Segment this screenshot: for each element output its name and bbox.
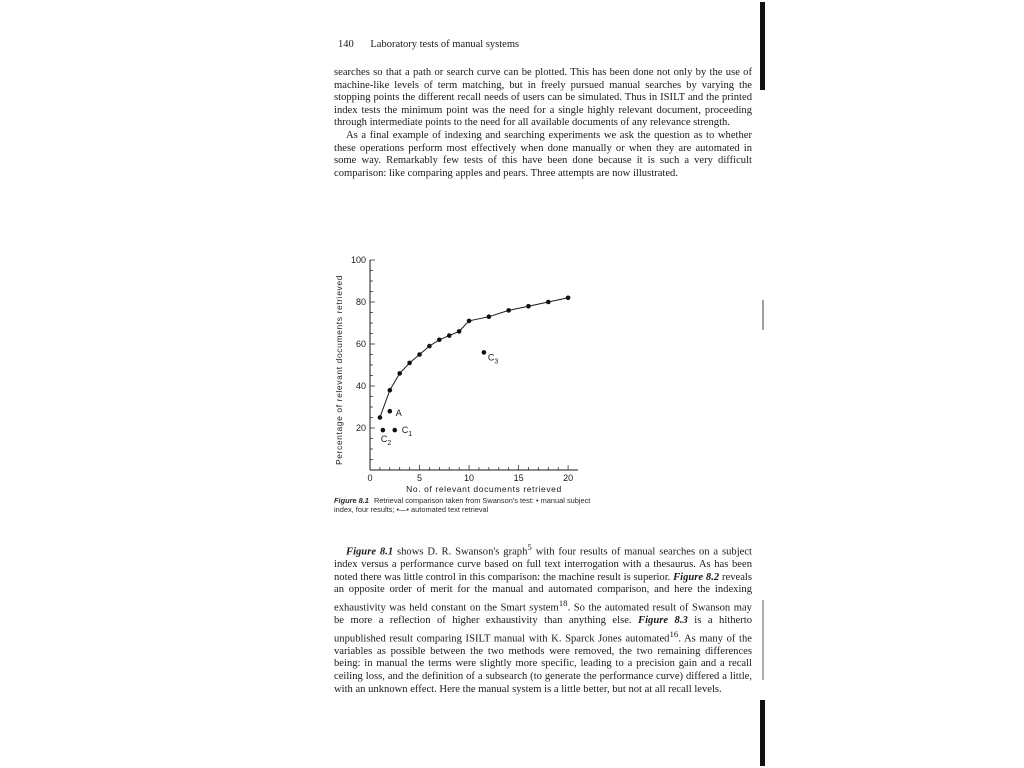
citation-superscript-2: 18 [558,597,568,608]
x-tick-label: 10 [464,473,475,483]
automated-data-point [388,388,393,393]
x-tick-label: 15 [513,473,524,483]
automated-data-point [417,352,422,357]
x-tick-label: 0 [367,473,373,483]
paragraph-1: searches so that a path or search curve can be plotted. This has been done not only by the use of machine-like levels of term matching, but in freely pursued manual searches by varying the stopping points the different recall needs of users can be simulated. Thus in ISILT and the printed index tests the minimum point was the need for a single highly relevant document, proceeding through intermediate points to the need for all available documents of any relevance strength. [334,67,752,129]
y-tick-label: 20 [355,423,366,433]
figure-caption [334,496,604,515]
text-block-bottom [334,541,752,696]
y-tick-label: 80 [355,297,366,307]
text-block-top [334,67,752,180]
y-axis-label: Percentage of relevant documents retrieved [334,274,344,466]
automated-data-point [526,304,531,309]
paragraph-3 [334,541,752,696]
manual-data-point [392,428,397,433]
paragraph-3-part-a: shows D. R. Swanson's graph [393,546,528,558]
paragraph-3-part-c: reveals an opposite order of merit for the manual and automated comparison, and here the indexing exhaustivity was held constant on the Smart system [334,571,752,614]
scan-edge-bar-bottom [760,700,765,766]
figure-8-1 [330,240,600,492]
manual-data-point [388,409,393,414]
running-head [338,38,758,52]
scan-edge-bar-top [760,2,765,90]
automated-data-point [437,338,442,343]
automated-data-point [457,329,462,334]
x-axis-label: No. of relevant documents retrieved [406,484,562,492]
paragraph-3-part-b: with four results of manual searches on a subject index versus a performance curve based on full text interrogation with a thesaurus. As has been noted there was little control in this comparison: the machine result is superior. [334,546,752,583]
y-tick-label: 40 [355,381,366,391]
automated-data-point [397,371,402,376]
paragraph-2: As a final example of indexing and searching experiments we ask the question as to whether these operations perform most effectively when done manually or when they are automated in some way. Remarkably few tests of this have been done because it is such a very difficult comparison: like comparing apples and pears. Three attempts are now illustrated. [334,129,752,179]
manual-data-point [381,428,386,433]
citation-superscript-3: 16 [669,628,679,639]
scatter-chart [330,240,600,492]
scan-edge-mark [762,300,764,330]
figure-reference-2: Figure 8.2 [673,571,720,583]
caption-text: Retrieval comparison taken from Swanson's test: • manual subject index, four results; •—• automated text retrieval [334,496,591,515]
automated-data-point [467,319,472,324]
page-number: 140 [338,39,354,50]
paragraph-3-part-f: . As many of the variables as possible between the two methods were removed, the two remaining differences being: in manual the terms were slightly more specific, leading to a precision gain and a recall ceiling loss, and the definition of a subsearch (to generate the performance curve) differed a little, with an unknown effect. Here the manual system is a little better, but not at all recall levels. [334,633,752,695]
figure-reference-3: Figure 8.3 [638,615,688,627]
automated-data-point [407,361,412,366]
automated-data-point [506,308,511,313]
paragraph-3-part-e: is a hitherto unpublished result comparing ISILT manual with K. Sparck Jones automated [334,615,752,645]
x-tick-label: 5 [417,473,423,483]
automated-series-line [380,298,568,418]
automated-data-point [427,344,432,349]
scan-edge-mark [762,600,764,680]
y-tick-label: 60 [355,339,366,349]
manual-data-point [482,350,487,355]
manual-point-label: A [395,408,402,419]
manual-point-label: $C_2$ [380,434,392,448]
manual-point-label: $C_3$ [487,352,499,366]
manual-point-label: $C_1$ [401,425,413,439]
citation-superscript-1: 5 [527,542,532,552]
caption-label: Figure 8.1 [334,496,369,505]
automated-data-point [487,314,492,319]
automated-data-point [378,415,383,420]
automated-data-point [566,296,571,301]
automated-data-point [447,333,452,338]
automated-data-point [546,300,551,305]
running-title: Laboratory tests of manual systems [370,39,520,50]
y-tick-label: 100 [350,255,366,265]
figure-reference-1: Figure 8.1 [346,546,394,558]
paragraph-3-part-d: . So the automated result of Swanson may be more a reflection of higher exhaustivity than anything else. [334,602,752,627]
x-tick-label: 20 [563,473,574,483]
